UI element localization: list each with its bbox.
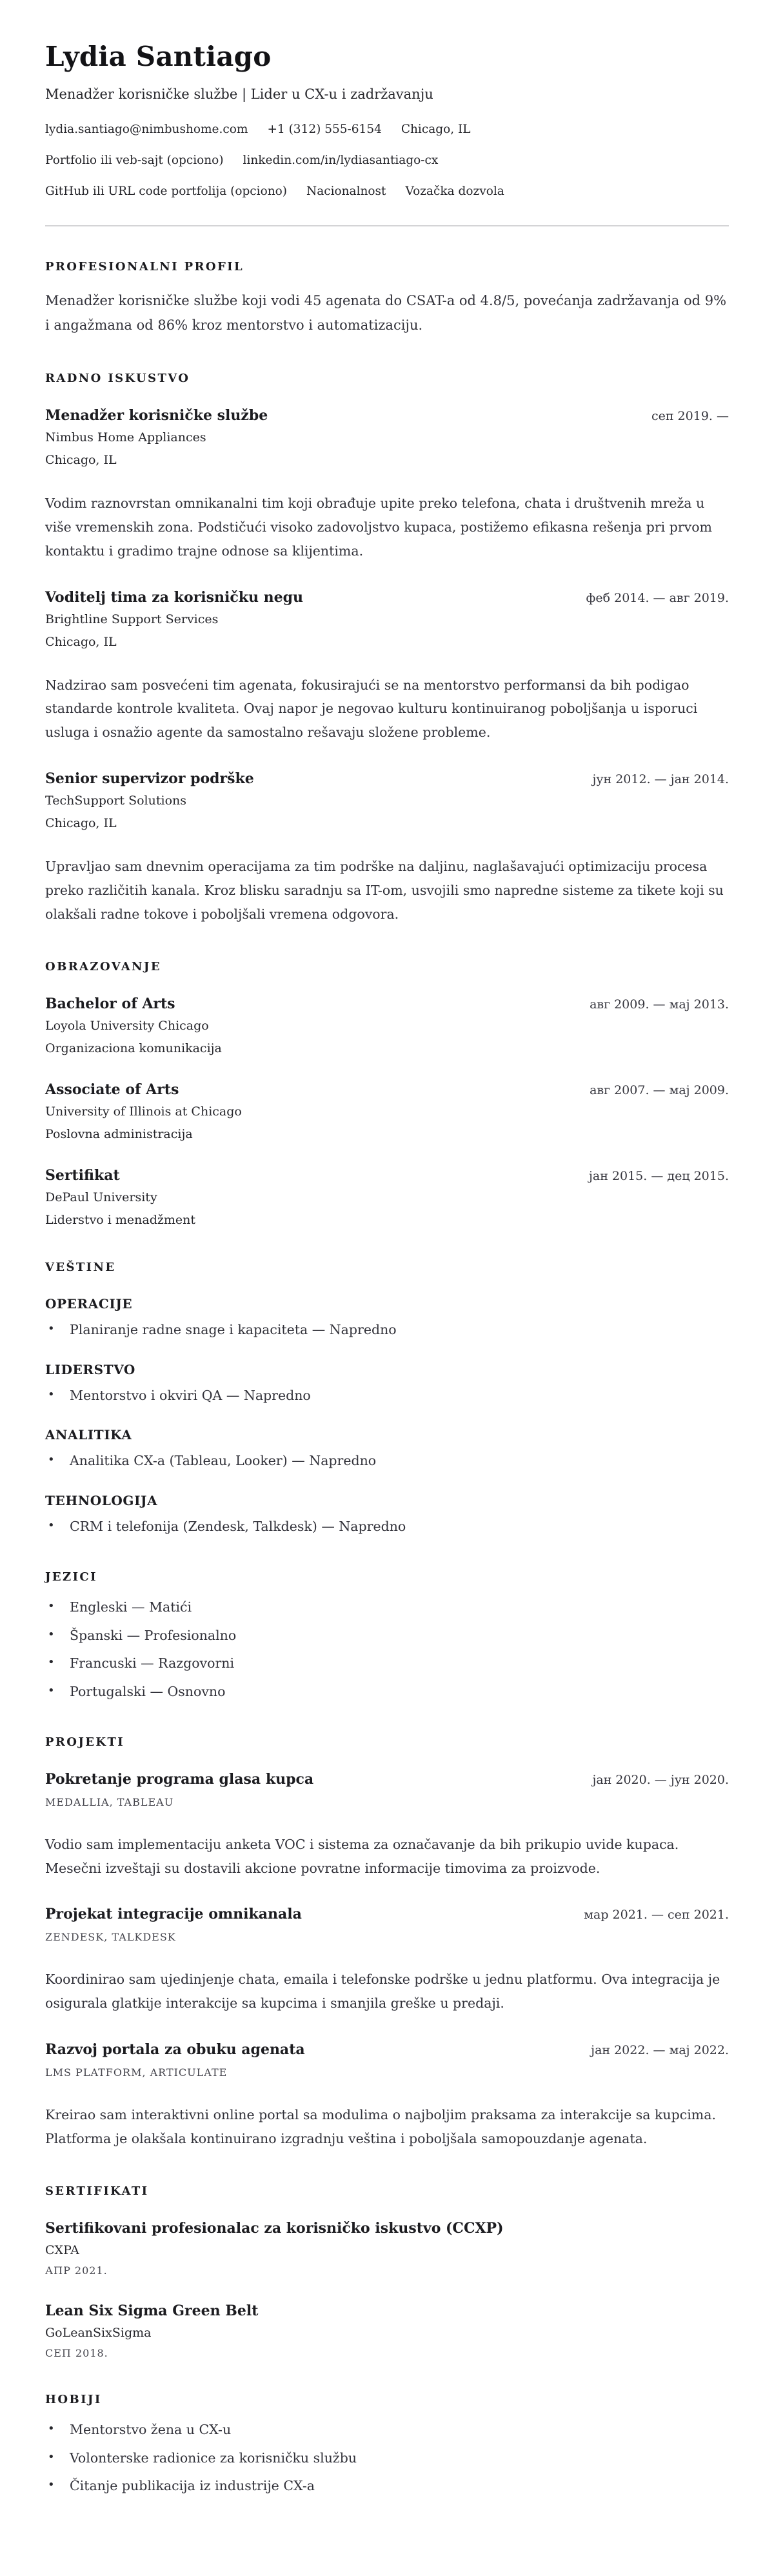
skill-item: • Analitika CX-a (Tableau, Looker) — Napredno (45, 1452, 729, 1471)
skill-item: • CRM i telefonija (Zendesk, Talkdesk) — Napredno (45, 1517, 729, 1537)
degree-title: Sertifikat (45, 1166, 120, 1184)
education-entry-head (45, 1081, 729, 1098)
section-title-experience: RADNO ISKUSTVO (45, 371, 190, 385)
section-projects (45, 1735, 729, 2151)
section-title-hobbies: HOBIJI (45, 2393, 102, 2406)
job-entry (45, 770, 729, 926)
project-tools: ZENDESK, TALKDESK (45, 1931, 176, 1944)
project-dates: мар 2021. — сеп 2021. (584, 1908, 729, 1922)
field-of-study: Organizaciona komunikacija (45, 1041, 222, 1055)
education-dates: јан 2015. — дец 2015. (589, 1168, 729, 1183)
field-of-study: Liderstvo i menadžment (45, 1212, 196, 1227)
job-company: TechSupport Solutions (45, 794, 187, 808)
skill-list-technology (45, 1517, 729, 1537)
project-entry-head (45, 1771, 729, 1788)
job-company: Brightline Support Services (45, 612, 219, 626)
language-item: • Portugalski — Osnovno (45, 1682, 729, 1702)
education-entry-head (45, 1167, 729, 1184)
skill-list-operations (45, 1321, 729, 1340)
contact-location: Chicago, IL (401, 123, 471, 137)
certificate-date: АПР 2021. (45, 2264, 108, 2277)
project-tools: LMS PLATFORM, ARTICULATE (45, 2066, 228, 2079)
section-title-profile: PROFESIONALNI PROFIL (45, 260, 244, 274)
contact-row-1 (45, 123, 729, 136)
skill-list-analytics (45, 1452, 729, 1471)
hobby-item: • Volonterske radionice za korisničku službu (45, 2449, 729, 2468)
job-location: Chicago, IL (45, 634, 117, 649)
language-item: • Francuski — Razgovorni (45, 1654, 729, 1673)
degree-title: Bachelor of Arts (45, 995, 175, 1012)
project-entry-head (45, 1906, 729, 1922)
certificate-entry (45, 2302, 729, 2359)
contact-row-3 (45, 185, 729, 198)
project-entry-head (45, 2041, 729, 2058)
resume-header (45, 41, 729, 198)
project-title: Pokretanje programa glasa kupca (45, 1770, 314, 1788)
project-dates: јан 2022. — мај 2022. (591, 2043, 729, 2058)
candidate-name: Lydia Santiago (45, 41, 272, 72)
section-title-education: OBRAZOVANJE (45, 959, 161, 973)
job-company: Nimbus Home Appliances (45, 430, 206, 444)
certificate-issuer: CXPA (45, 2243, 79, 2257)
job-title: Senior supervizor podrške (45, 770, 254, 788)
job-entry (45, 589, 729, 745)
education-entry-head (45, 995, 729, 1012)
job-dates: феб 2014. — авг 2019. (586, 590, 729, 605)
project-description: Koordinirao sam ujedinjenje chata, emaila i telefonske podrške u jednu platformu. Ova integracija je osigurala glatkije interakcije sa kupcima i smanjila greške u predaji. (45, 1972, 720, 2012)
school-name: University of Illinois at Chicago (45, 1104, 242, 1119)
job-entry-head (45, 589, 729, 606)
job-title: Voditelj tima za korisničku negu (45, 588, 303, 606)
job-description: Vodim raznovrstan omnikanalni tim koji obrađuje upite preko telefona, chata i društvenih mreža u više vremenskih zona. Podstičući visoko zadovoljstvo kupaca, postižemo efikasna rešenja pri prvom kontaktu i gradimo trajne odnose sa klijentima. (45, 495, 712, 559)
project-dates: јан 2020. — јун 2020. (592, 1772, 729, 1787)
project-title: Projekat integracije omnikanala (45, 1906, 302, 1923)
contact-phone: +1 (312) 555-6154 (267, 123, 382, 137)
section-skills (45, 1261, 729, 1537)
job-title: Menadžer korisničke službe (45, 406, 268, 424)
job-dates: сеп 2019. — (651, 408, 729, 423)
header-divider (45, 225, 729, 226)
project-entry (45, 1906, 729, 2015)
skill-category-leadership: LIDERSTVO (45, 1361, 135, 1377)
section-title-skills: VEŠTINE (45, 1260, 116, 1274)
job-entry-head (45, 770, 729, 787)
project-description: Kreirao sam interaktivni online portal sa modulima o najboljim praksama za interakcije sa kupcima. Platforma je olakšala kontinuirano izgradnju veština i poboljšala samopouzdanje agenata. (45, 2107, 716, 2147)
section-experience (45, 372, 729, 926)
hobby-item: • Čitanje publikacija iz industrije CX-a (45, 2477, 729, 2496)
profile-summary: Menadžer korisničke službe koji vodi 45 agenata do CSAT-a od 4.8/5, povećanja zadržavanja od 9% i angažmana od 86% kroz mentorstvo i automatizaciju. (45, 293, 727, 334)
project-title: Razvoj portala za obuku agenata (45, 2041, 305, 2059)
skill-category-technology: TEHNOLOGIJA (45, 1493, 158, 1509)
project-entry (45, 2041, 729, 2151)
job-location: Chicago, IL (45, 816, 117, 831)
job-description: Upravljao sam dnevnim operacijama za tim podrške na daljinu, naglašavajući optimizaciju procesa preko različitih kanala. Kroz blisku saradnju sa IT-om, usvojili smo napredne sisteme za tikete koji su olakšali radne tokove i poboljšali vremena odgovora. (45, 859, 724, 923)
job-location: Chicago, IL (45, 452, 117, 467)
project-entry (45, 1771, 729, 1881)
job-entry (45, 407, 729, 563)
section-certificates (45, 2184, 729, 2359)
education-dates: авг 2007. — мај 2009. (590, 1083, 729, 1097)
certificate-title: Lean Six Sigma Green Belt (45, 2302, 259, 2319)
education-entry (45, 1081, 729, 1141)
education-dates: авг 2009. — мај 2013. (590, 997, 729, 1012)
contact-github: GitHub ili URL code portfolija (opciono) (45, 185, 287, 199)
section-title-projects: PROJEKTI (45, 1735, 125, 1749)
job-description: Nadzirao sam posvećeni tim agenata, fokusirajući se na mentorstvo performansi da bih podigao standarde kontrole kvaliteta. Ovaj napor je negovao kulturu kontinuiranog poboljšanja u isporuci usluga i osnažio agente da samostalno rešavaju složene probleme. (45, 677, 698, 741)
hobby-item: • Mentorstvo žena u CX-u (45, 2421, 729, 2440)
contact-portfolio: Portfolio ili veb-sajt (opciono) (45, 154, 224, 168)
section-title-certificates: SERTIFIKATI (45, 2184, 149, 2198)
education-entry (45, 1167, 729, 1227)
education-entry (45, 995, 729, 1055)
section-hobbies (45, 2393, 729, 2496)
school-name: Loyola University Chicago (45, 1018, 209, 1033)
skill-item: • Planiranje radne snage i kapaciteta — Napredno (45, 1321, 729, 1340)
certificate-entry (45, 2220, 729, 2277)
school-name: DePaul University (45, 1190, 157, 1204)
skill-list-leadership (45, 1386, 729, 1406)
contact-row-2 (45, 154, 729, 167)
contact-email: lydia.santiago@nimbushome.com (45, 123, 248, 137)
skill-category-operations: OPERACIJE (45, 1295, 133, 1312)
project-tools: MEDALLIA, TABLEAU (45, 1795, 174, 1808)
project-description: Vodio sam implementaciju anketa VOC i sistema za označavanje da bih prikupio uvide kupaca. Mesečni izveštaji su dostavili akcione povratne informacije timovima za proizvode. (45, 1836, 679, 1876)
language-item: • Engleski — Matići (45, 1598, 729, 1617)
certificate-title: Sertifikovani profesionalac za korisničko iskustvo (CCXP) (45, 2220, 504, 2237)
certificate-issuer: GoLeanSixSigma (45, 2326, 152, 2340)
section-languages (45, 1570, 729, 1702)
job-entry-head (45, 407, 729, 424)
contact-nationality: Nacionalnost (306, 185, 386, 199)
candidate-headline: Menadžer korisničke službe | Lider u CX-u i zadržavanju (45, 86, 433, 103)
certificate-date: СЕП 2018. (45, 2347, 108, 2359)
skill-category-analytics: ANALITIKA (45, 1427, 132, 1443)
degree-title: Associate of Arts (45, 1081, 179, 1098)
language-item: • Španski — Profesionalno (45, 1626, 729, 1646)
contact-linkedin: linkedin.com/in/lydiasantiago-cx (243, 154, 439, 168)
hobby-list (45, 2421, 729, 2496)
section-title-languages: JEZICI (45, 1570, 97, 1584)
section-profile (45, 260, 729, 338)
contact-driving-license: Vozačka dozvola (405, 185, 504, 199)
section-education (45, 960, 729, 1227)
job-dates: јун 2012. — јан 2014. (592, 772, 729, 787)
skill-item: • Mentorstvo i okviri QA — Napredno (45, 1386, 729, 1406)
field-of-study: Poslovna administracija (45, 1126, 193, 1141)
language-list (45, 1598, 729, 1702)
